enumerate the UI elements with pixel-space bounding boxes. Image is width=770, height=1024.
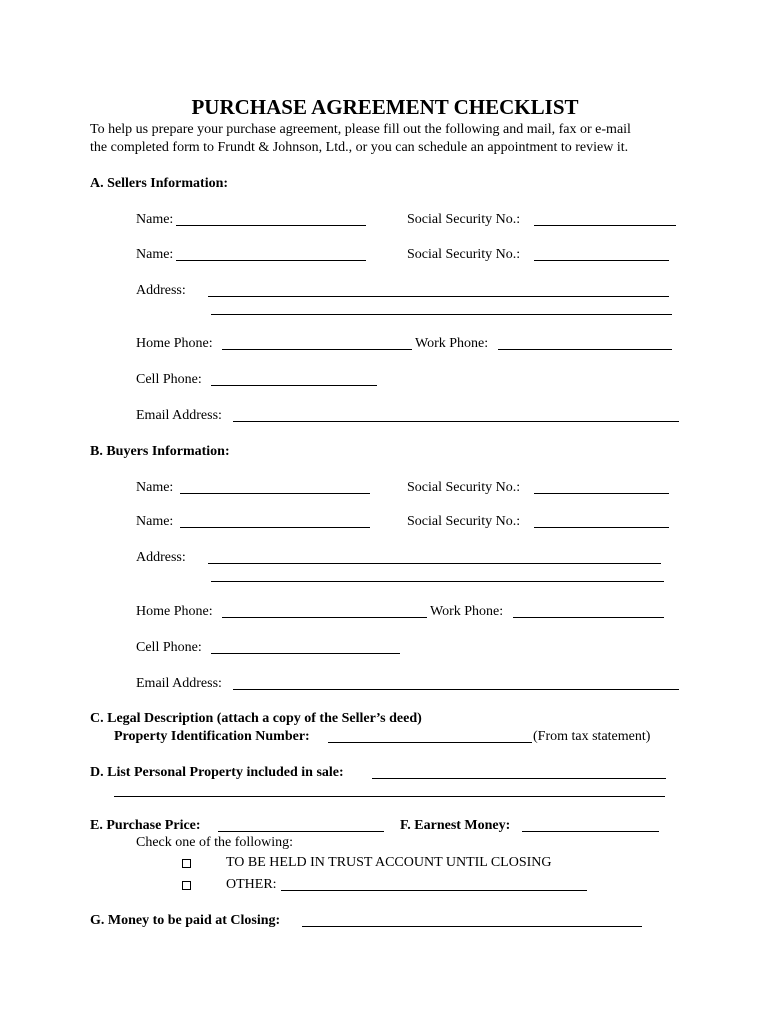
pin-note: (From tax statement) — [533, 729, 651, 744]
seller1-name-label: Name: — [136, 212, 174, 227]
buyer-home-phone-field[interactable] — [222, 617, 427, 618]
seller2-ssn-label: Social Security No.: — [407, 247, 521, 262]
seller-address-label: Address: — [136, 283, 186, 298]
personal-property-field-2[interactable] — [114, 796, 665, 797]
buyer1-ssn-label: Social Security No.: — [407, 480, 521, 495]
seller-address-field-1[interactable] — [208, 296, 669, 297]
section-b-heading: B. Buyers Information: — [90, 444, 230, 459]
intro-line-1: To help us prepare your purchase agreement, please fill out the following and mail, fax or e-mail — [90, 122, 631, 137]
buyer-address-label: Address: — [136, 550, 186, 565]
seller-cell-phone-label: Cell Phone: — [136, 372, 202, 387]
buyer-cell-phone-field[interactable] — [211, 653, 400, 654]
pin-label: Property Identification Number: — [114, 729, 310, 744]
intro-line-2: the completed form to Frundt & Johnson, Ltd., or you can schedule an appointment to review it. — [90, 140, 629, 155]
seller1-ssn-label: Social Security No.: — [407, 212, 521, 227]
buyer2-name-field[interactable] — [180, 527, 370, 528]
seller2-name-label: Name: — [136, 247, 174, 262]
section-g-label: G. Money to be paid at Closing: — [90, 913, 281, 928]
buyer-address-field-2[interactable] — [211, 581, 664, 582]
closing-money-field[interactable] — [302, 926, 642, 927]
seller-work-phone-label: Work Phone: — [415, 336, 489, 351]
section-d-heading: D. List Personal Property included in sale: — [90, 765, 344, 780]
check-one-prompt: Check one of the following: — [136, 835, 294, 850]
section-f-label: F. Earnest Money: — [400, 818, 511, 833]
seller1-name-field[interactable] — [176, 225, 366, 226]
other-option-field[interactable] — [281, 890, 587, 891]
seller-cell-phone-field[interactable] — [211, 385, 377, 386]
other-option-label: OTHER: — [226, 877, 277, 892]
buyer-cell-phone-label: Cell Phone: — [136, 640, 202, 655]
buyer-work-phone-label: Work Phone: — [430, 604, 504, 619]
pin-field[interactable] — [328, 742, 532, 743]
seller-home-phone-label: Home Phone: — [136, 336, 213, 351]
seller-address-field-2[interactable] — [211, 314, 672, 315]
buyer2-name-label: Name: — [136, 514, 174, 529]
section-a-heading: A. Sellers Information: — [90, 176, 229, 191]
seller-home-phone-field[interactable] — [222, 349, 412, 350]
page-title: PURCHASE AGREEMENT CHECKLIST — [191, 95, 579, 119]
buyer1-ssn-field[interactable] — [534, 493, 669, 494]
seller1-ssn-field[interactable] — [534, 225, 676, 226]
seller-email-field[interactable] — [233, 421, 679, 422]
buyer1-name-field[interactable] — [180, 493, 370, 494]
buyer2-ssn-label: Social Security No.: — [407, 514, 521, 529]
buyer2-ssn-field[interactable] — [534, 527, 669, 528]
section-c-heading: C. Legal Description (attach a copy of the Seller’s deed) — [90, 711, 422, 726]
buyer-work-phone-field[interactable] — [513, 617, 664, 618]
buyer-address-field-1[interactable] — [208, 563, 661, 564]
buyer1-name-label: Name: — [136, 480, 174, 495]
seller2-ssn-field[interactable] — [534, 260, 669, 261]
seller2-name-field[interactable] — [176, 260, 366, 261]
buyer-email-field[interactable] — [233, 689, 679, 690]
trust-account-checkbox[interactable] — [182, 859, 191, 868]
trust-account-option-label: TO BE HELD IN TRUST ACCOUNT UNTIL CLOSING — [226, 855, 552, 870]
other-checkbox[interactable] — [182, 881, 191, 890]
section-e-label: E. Purchase Price: — [90, 818, 201, 833]
purchase-price-field[interactable] — [218, 831, 384, 832]
buyer-home-phone-label: Home Phone: — [136, 604, 213, 619]
seller-work-phone-field[interactable] — [498, 349, 672, 350]
personal-property-field-1[interactable] — [372, 778, 666, 779]
earnest-money-field[interactable] — [522, 831, 659, 832]
seller-email-label: Email Address: — [136, 408, 222, 423]
buyer-email-label: Email Address: — [136, 676, 222, 691]
